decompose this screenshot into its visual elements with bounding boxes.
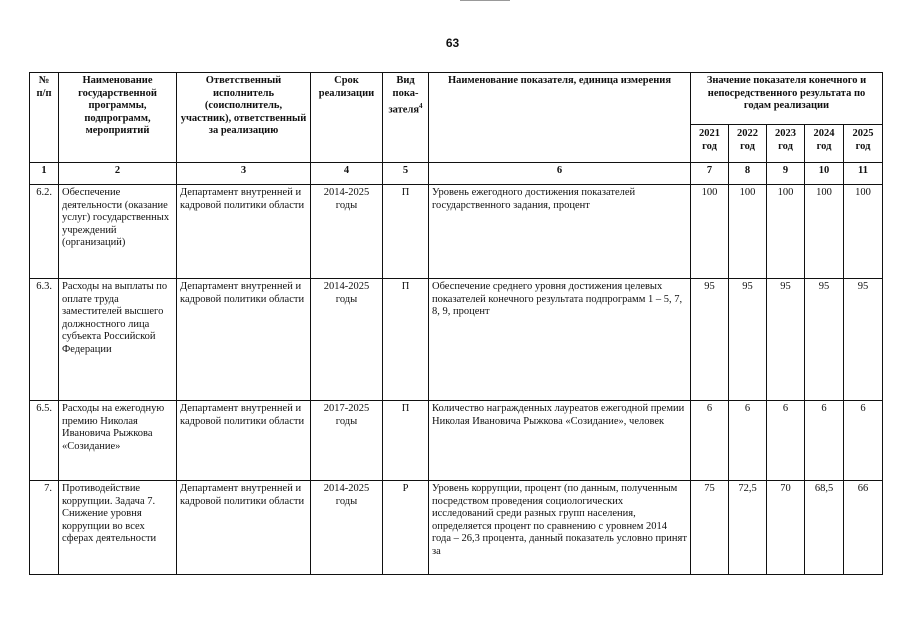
year-label: 2021 [699,128,720,139]
row-num: 6.2. [30,185,59,279]
row-term: 2014-2025 годы [311,279,383,401]
row-value-2023: 95 [767,279,805,401]
row-value-2024: 95 [805,279,844,401]
row-value-2025: 100 [844,185,883,279]
row-term: 2014-2025 годы [311,185,383,279]
header-year-2024 [805,125,844,163]
row-value-2021: 95 [691,279,729,401]
row-name: Расходы на ежегодную премию Николая Ивановича Рыжкова «Созидание» [59,401,177,481]
row-name: Обеспечение деятельности (оказание услуг) государственных учреждений (организаций) [59,185,177,279]
row-value-2021: 75 [691,481,729,575]
table-row [30,401,883,481]
row-value-2024: 100 [805,185,844,279]
header-type-label: Вид пока-зателя [388,75,420,116]
row-responsible: Департамент внутренней и кадровой политики области [177,401,311,481]
row-term: 2017-2025 годы [311,401,383,481]
indicator-table [29,72,883,575]
table-row [30,481,883,575]
header-type-footnote: 4 [419,102,423,110]
row-num: 7. [30,481,59,575]
year-unit: год [702,140,717,152]
row-responsible: Департамент внутренней и кадровой политики области [177,481,311,575]
row-num: 6.5. [30,401,59,481]
page-number: 63 [445,36,460,50]
row-indicator: Уровень ежегодного достижения показателей государственного задания, процент [429,185,691,279]
row-value-2023: 6 [767,401,805,481]
row-value-2024: 68,5 [805,481,844,575]
row-responsible: Департамент внутренней и кадровой политики области [177,279,311,401]
year-label: 2025 [852,128,874,139]
row-name: Противодействие коррупции. Задача 7. Снижение уровня коррупции во всех сферах деятельности [59,481,177,575]
row-value-2025: 6 [844,401,883,481]
row-responsible: Департамент внутренней и кадровой политики области [177,185,311,279]
year-unit: год [816,140,832,152]
row-value-2022: 95 [729,279,767,401]
row-indicator: Обеспечение среднего уровня достижения целевых показателей конечного результата подпрограмм 1 – 5, 7, 8, 9, процент [429,279,691,401]
header-year-2023 [767,125,805,163]
column-number: 6 [429,163,691,185]
row-value-2025: 95 [844,279,883,401]
row-indicator: Уровень коррупции, процент (по данным, полученным посредством проведения социологических исследований среди разных групп населения, определяется процент по сравнению с уровнем 2014 года – 26,3 процента, данный показатель условно принят за [429,481,691,575]
column-number: 9 [767,163,805,185]
column-number: 1 [30,163,59,185]
row-term: 2014-2025 годы [311,481,383,575]
column-number: 10 [805,163,844,185]
header-value-group: Значение показателя конечного и непосредственного результата по годам реализации [691,73,883,125]
column-number: 5 [383,163,429,185]
year-label: 2024 [813,128,835,139]
row-value-2025: 66 [844,481,883,575]
row-type: Р [383,481,429,575]
column-number: 11 [844,163,883,185]
row-value-2021: 100 [691,185,729,279]
row-value-2021: 6 [691,401,729,481]
row-indicator: Количество награжденных лауреатов ежегодной премии Николая Ивановича Рыжкова «Созидание», человек [429,401,691,481]
row-value-2022: 100 [729,185,767,279]
year-unit: год [778,140,793,152]
year-unit: год [855,140,871,152]
header-name: Наименование государственной программы, подпрограмм, мероприятий [59,73,177,163]
row-type: П [383,185,429,279]
row-value-2022: 6 [729,401,767,481]
header-year-2021 [691,125,729,163]
row-type: П [383,279,429,401]
row-value-2023: 70 [767,481,805,575]
row-value-2023: 100 [767,185,805,279]
year-unit: год [740,140,755,152]
column-number: 4 [311,163,383,185]
row-type: П [383,401,429,481]
scan-edge-mark [460,0,510,1]
column-number-row [30,163,883,185]
column-number: 3 [177,163,311,185]
header-responsible: Ответственный исполнитель (соисполнитель, участник), ответственный за реализацию [177,73,311,163]
table-row [30,279,883,401]
header-num: № п/п [30,73,59,163]
row-num: 6.3. [30,279,59,401]
header-year-2022 [729,125,767,163]
row-value-2022: 72,5 [729,481,767,575]
row-name: Расходы на выплаты по оплате труда заместителей высшего должностного лица субъекта Российской Федерации [59,279,177,401]
header-term: Срок реализации [311,73,383,163]
header-type [383,73,429,163]
column-number: 8 [729,163,767,185]
row-value-2024: 6 [805,401,844,481]
year-label: 2023 [775,128,796,139]
column-number: 2 [59,163,177,185]
header-indicator: Наименование показателя, единица измерения [429,73,691,163]
table-row [30,185,883,279]
header-year-2025 [844,125,883,163]
year-label: 2022 [737,128,758,139]
column-number: 7 [691,163,729,185]
